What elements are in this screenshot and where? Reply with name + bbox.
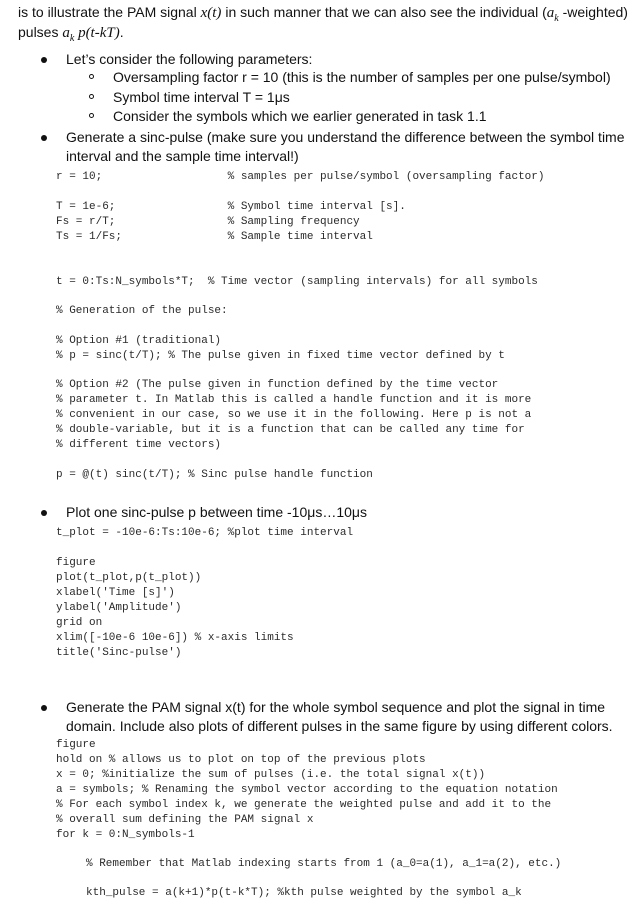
sinc-instruction-line-1: Generate a sinc-pulse (make sure you understand the difference between the symbol time (66, 129, 625, 145)
math-pulse: p(t-kT) (74, 25, 120, 41)
intro-text: in such manner that we can also see the individual ( (221, 4, 547, 20)
code-line: grid on (56, 617, 103, 629)
sub-bullet-circle (89, 94, 94, 99)
param-item: Consider the symbols which we earlier generated in task 1.1 (113, 108, 487, 124)
math-a: a (62, 25, 70, 41)
code-comment: % parameter t. In Matlab this is called a handle function and it is more (56, 394, 532, 406)
code-comment: % overall sum defining the PAM signal x (56, 814, 314, 826)
code-line: title('Sinc-pulse') (56, 647, 182, 659)
pam-instruction-line-1: Generate the PAM signal x(t) for the whole symbol sequence and plot the signal in time (66, 699, 606, 715)
sub-bullet-circle (89, 113, 94, 118)
code-comment: % double-variable, but it is a function that can be called any time for (56, 424, 525, 436)
intro-text: is to illustrate the PAM signal (18, 4, 201, 20)
bullet-dot (41, 135, 47, 141)
code-line: figure (56, 557, 96, 569)
code-comment: % convenient in our case, so we use it in the following. Here p is not a (56, 409, 532, 421)
params-title: Let’s consider the following parameters: (66, 51, 313, 67)
code-line: plot(t_plot,p(t_plot)) (56, 572, 202, 584)
code-line: xlim([-10e-6 10e-6]) % x-axis limits (56, 632, 294, 644)
code-line: kth_pulse = a(k+1)*p(t-k*T); %kth pulse weighted by the symbol a_k (86, 887, 522, 899)
code-line: t_plot = -10e-6:Ts:10e-6; %plot time interval (56, 527, 354, 539)
param-item: Symbol time interval T = 1μs (113, 89, 290, 105)
code-comment: % For each symbol index k, we generate the weighted pulse and add it to the (56, 799, 552, 811)
code-comment: % different time vectors) (56, 439, 222, 451)
bullet-dot (41, 510, 47, 516)
sinc-instruction-line-2: interval and the sample time interval!) (66, 148, 299, 164)
code-line: Fs = r/T; % Sampling frequency (56, 216, 360, 228)
code-comment: % Generation of the pulse: (56, 305, 228, 317)
math-x-of-t: x(t) (200, 5, 222, 21)
code-line: r = 10; % samples per pulse/symbol (oversampling factor) (56, 171, 545, 183)
math-a: a (546, 5, 555, 21)
code-line: figure (56, 739, 96, 751)
code-line: x = 0; %initialize the sum of pulses (i.e. the total signal x(t)) (56, 769, 486, 781)
math-subscript-k: k (554, 12, 559, 24)
bullet-dot (41, 705, 47, 711)
code-line: hold on % allows us to plot on top of the previous plots (56, 754, 426, 766)
param-item: Oversampling factor r = 10 (this is the number of samples per one pulse/symbol) (113, 69, 611, 85)
code-line: Ts = 1/Fs; % Sample time interval (56, 231, 373, 243)
pam-instruction-line-2: domain. Include also plots of different pulses in the same figure by using different colors. (66, 718, 613, 734)
code-line: a = symbols; % Renaming the symbol vector according to the equation notation (56, 784, 558, 796)
code-comment: % p = sinc(t/T); % The pulse given in fixed time vector defined by t (56, 350, 505, 362)
code-line: for k = 0:N_symbols-1 (56, 829, 195, 841)
intro-line-2 (18, 22, 124, 49)
plot-instruction: Plot one sinc-pulse p between time -10μs…10μs (66, 504, 367, 520)
code-line: ylabel('Amplitude') (56, 602, 182, 614)
intro-text: pulses (18, 24, 63, 40)
code-comment: % Option #1 (traditional) (56, 335, 222, 347)
math-subscript-k: k (69, 32, 75, 44)
code-line: p = @(t) sinc(t/T); % Sinc pulse handle function (56, 469, 373, 481)
code-line: t = 0:Ts:N_symbols*T; % Time vector (sampling intervals) for all symbols (56, 276, 538, 288)
sub-bullet-circle (89, 74, 94, 79)
code-comment: % Option #2 (The pulse given in function defined by the time vector (56, 379, 499, 391)
code-line: T = 1e-6; % Symbol time interval [s]. (56, 201, 406, 213)
bullet-dot (41, 57, 47, 63)
intro-text: -weighted) (558, 4, 628, 20)
intro-text: . (119, 24, 124, 40)
code-comment: % Remember that Matlab indexing starts from 1 (a_0=a(1), a_1=a(2), etc.) (86, 858, 562, 870)
code-line: xlabel('Time [s]') (56, 587, 175, 599)
